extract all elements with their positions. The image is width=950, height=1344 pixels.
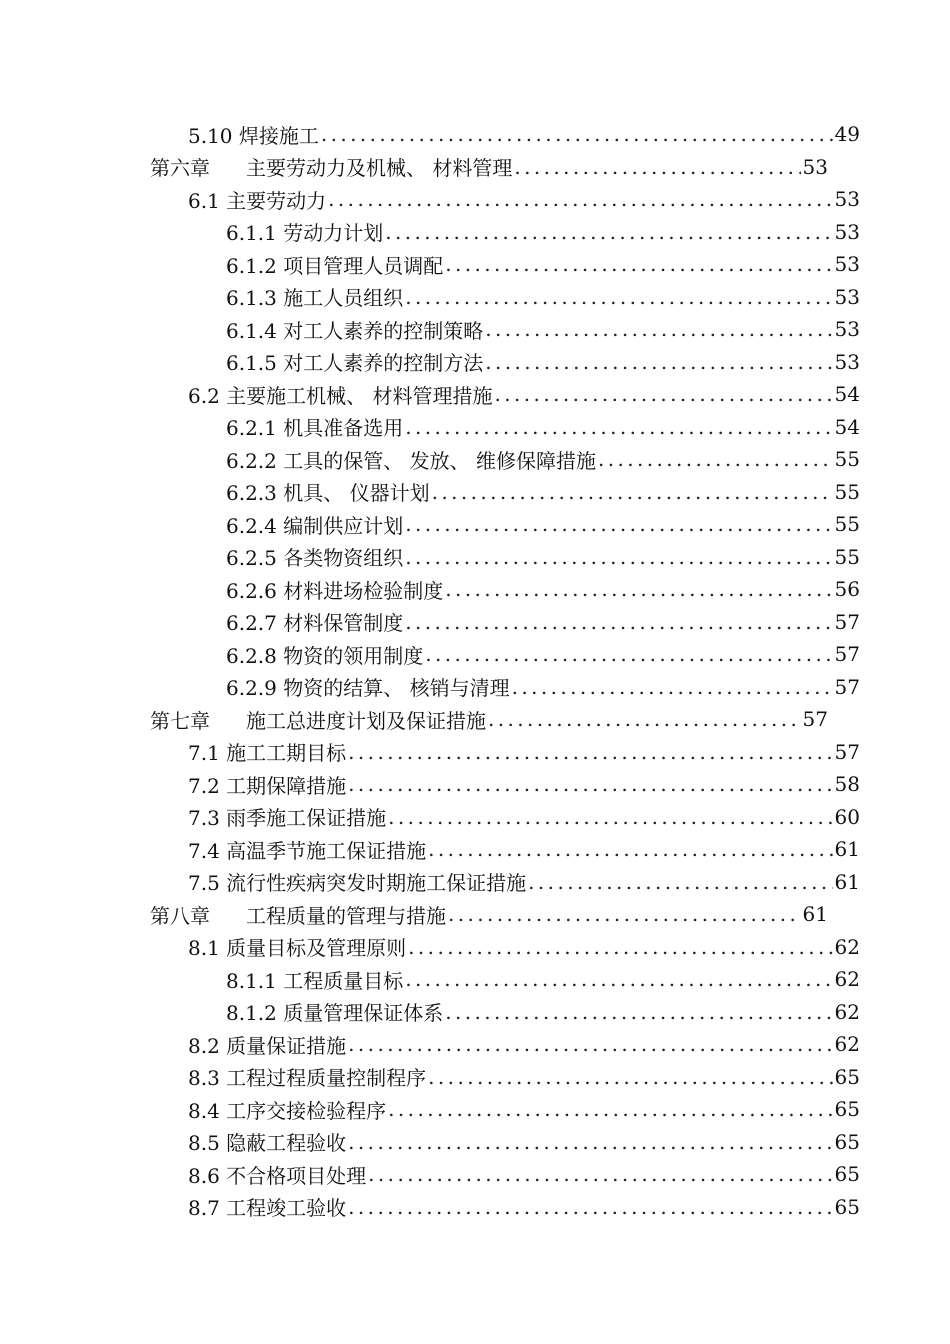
toc-entry[interactable] [0,378,860,411]
page-number: 53 [834,317,860,342]
dot-leader [385,220,832,244]
chapter-number: 第七章 [150,708,210,733]
dot-leader [514,155,800,179]
page-number: 55 [834,447,860,472]
toc-entry-title: 7.2 工期保障措施 [188,773,347,798]
toc-entry-title: 6.1.3 施工人员组织 [226,286,404,311]
dot-leader [428,1065,832,1089]
toc-entry[interactable] [0,1158,860,1191]
toc-entry-title: 8.3 工程过程质量控制程序 [188,1066,427,1091]
page-number: 53 [834,187,860,212]
toc-entry[interactable] [0,638,860,671]
toc-entry-title: 6.2.4 编制供应计划 [226,513,404,538]
dot-leader [405,610,832,634]
toc-chapter-entry[interactable] [0,703,828,736]
toc-entry[interactable] [0,508,860,541]
page-number: 55 [834,479,860,504]
dot-leader [348,772,832,796]
page-number: 56 [834,577,860,602]
toc-entry[interactable] [0,1191,860,1224]
toc-entry-title: 7.3 雨季施工保证措施 [188,806,387,831]
page-number: 55 [834,544,860,569]
toc-entry[interactable] [0,541,860,574]
toc-entry-title: 6.2.9 物资的结算、 核销与清理 [226,676,510,701]
toc-entry-title: 5.10 焊接施工 [188,123,319,148]
toc-chapter-entry[interactable] [0,151,828,184]
chapter-number: 第八章 [150,903,210,928]
dot-leader [432,480,833,504]
toc-entry-title: 7.4 高温季节施工保证措施 [188,838,427,863]
page-number: 57 [834,674,860,699]
dot-leader [428,837,832,861]
toc-entry[interactable] [0,281,860,314]
page-number: 57 [834,739,860,764]
table-of-contents [0,118,950,1223]
page-number: 62 [834,1032,860,1057]
dot-leader [405,545,832,569]
toc-entry-title: 8.4 工序交接检验程序 [188,1098,387,1123]
page-number: 61 [834,837,860,862]
dot-leader [348,1130,832,1154]
toc-entry-title: 7.1 施工工期目标 [188,741,347,766]
page-number: 57 [834,609,860,634]
page-number: 62 [834,967,860,992]
toc-entry-title: 8.6 不合格项目处理 [188,1163,367,1188]
dot-leader [405,967,832,991]
toc-entry[interactable] [0,1126,860,1159]
toc-entry[interactable] [0,476,860,509]
toc-entry[interactable] [0,313,860,346]
dot-leader [405,415,832,439]
toc-entry[interactable] [0,573,860,606]
toc-entry-title: 8.1 质量目标及管理原则 [188,936,407,961]
toc-entry-title: 8.1.2 质量管理保证体系 [226,1001,444,1026]
toc-entry[interactable] [0,963,860,996]
dot-leader [488,707,801,731]
toc-entry[interactable] [0,248,860,281]
dot-leader [512,675,833,699]
page-number: 65 [834,1097,860,1122]
dot-leader [485,350,832,374]
toc-entry-title [150,152,512,181]
toc-entry[interactable] [0,443,860,476]
dot-leader [485,317,832,341]
page-number: 55 [834,512,860,537]
dot-leader [405,512,832,536]
toc-entry-title: 6.2.8 物资的领用制度 [226,643,424,668]
toc-entry-title: 6.1.1 劳动力计划 [226,221,384,246]
toc-entry-title: 6.1.4 对工人素养的控制策略 [226,318,484,343]
dot-leader [328,187,832,211]
toc-entry[interactable] [0,216,860,249]
page-number: 49 [834,122,860,147]
toc-entry-title: 8.7 工程竣工验收 [188,1196,347,1221]
page-number: 58 [834,772,860,797]
toc-entry-title: 7.5 流行性疾病突发时期施工保证措施 [188,871,527,896]
page-number: 53 [834,219,860,244]
page-number: 65 [834,1194,860,1219]
dot-leader [448,902,801,926]
page-number: 61 [834,869,860,894]
toc-entry-title: 6.2.6 材料进场检验制度 [226,578,444,603]
toc-entry-title: 6.2.3 机具、 仪器计划 [226,481,430,506]
dot-leader [368,1162,832,1186]
page-number: 62 [834,999,860,1024]
toc-entry-title: 6.2 主要施工机械、 材料管理措施 [188,383,493,408]
dot-leader [445,577,832,601]
page-number: 62 [834,934,860,959]
toc-entry-title: 6.1.5 对工人素养的控制方法 [226,351,484,376]
page-number: 65 [834,1129,860,1154]
dot-leader [445,252,832,276]
dot-leader [495,382,833,406]
dot-leader [348,740,832,764]
dot-leader [405,285,832,309]
page-number: 57 [802,707,828,732]
toc-entry[interactable] [0,736,860,769]
chapter-title: 主要劳动力及机械、 材料管理 [246,156,513,181]
page-number: 65 [834,1064,860,1089]
toc-entry-title: 6.2.5 各类物资组织 [226,546,404,571]
toc-entry[interactable] [0,866,860,899]
chapter-title: 工程质量的管理与措施 [246,903,446,928]
toc-entry-title: 6.2.1 机具准备选用 [226,416,404,441]
dot-leader [388,805,832,829]
page-number: 57 [834,642,860,667]
toc-entry-title [150,900,446,929]
toc-entry[interactable] [0,833,860,866]
page-number: 53 [834,349,860,374]
toc-entry[interactable] [0,183,860,216]
page-number: 53 [802,154,828,179]
page-number: 65 [834,1162,860,1187]
toc-entry-title: 8.1.1 工程质量目标 [226,968,404,993]
dot-leader [408,935,832,959]
toc-entry-title: 6.2.2 工具的保管、 发放、 维修保障措施 [226,448,596,473]
toc-entry[interactable] [0,671,860,704]
page-number: 54 [834,382,860,407]
page-number: 54 [834,414,860,439]
toc-entry-title: 6.1.2 项目管理人员调配 [226,253,444,278]
toc-entry[interactable] [0,1028,860,1061]
toc-entry-title: 6.1 主要劳动力 [188,188,327,213]
toc-entry[interactable] [0,411,860,444]
toc-entry-title: 8.5 隐蔽工程验收 [188,1131,347,1156]
toc-entry[interactable] [0,996,860,1029]
toc-chapter-entry[interactable] [0,898,828,931]
toc-entry[interactable] [0,118,860,151]
toc-entry-title: 8.2 质量保证措施 [188,1033,347,1058]
toc-entry[interactable] [0,931,860,964]
toc-entry-title: 6.2.7 材料保管制度 [226,611,404,636]
toc-entry[interactable] [0,768,860,801]
toc-entry[interactable] [0,1093,860,1126]
chapter-title: 施工总进度计划及保证措施 [246,708,486,733]
page-number: 61 [802,902,828,927]
dot-leader [425,642,832,666]
dot-leader [388,1097,832,1121]
toc-entry[interactable] [0,606,860,639]
page-number: 53 [834,284,860,309]
toc-entry-title [150,705,486,734]
page-number: 53 [834,252,860,277]
dot-leader [321,122,833,146]
chapter-number: 第六章 [150,156,210,181]
dot-leader [598,447,833,471]
page-number: 60 [834,804,860,829]
toc-entry[interactable] [0,346,860,379]
dot-leader [348,1195,832,1219]
dot-leader [445,1000,832,1024]
dot-leader [528,870,832,894]
toc-entry[interactable] [0,801,860,834]
toc-entry[interactable] [0,1061,860,1094]
dot-leader [348,1032,832,1056]
